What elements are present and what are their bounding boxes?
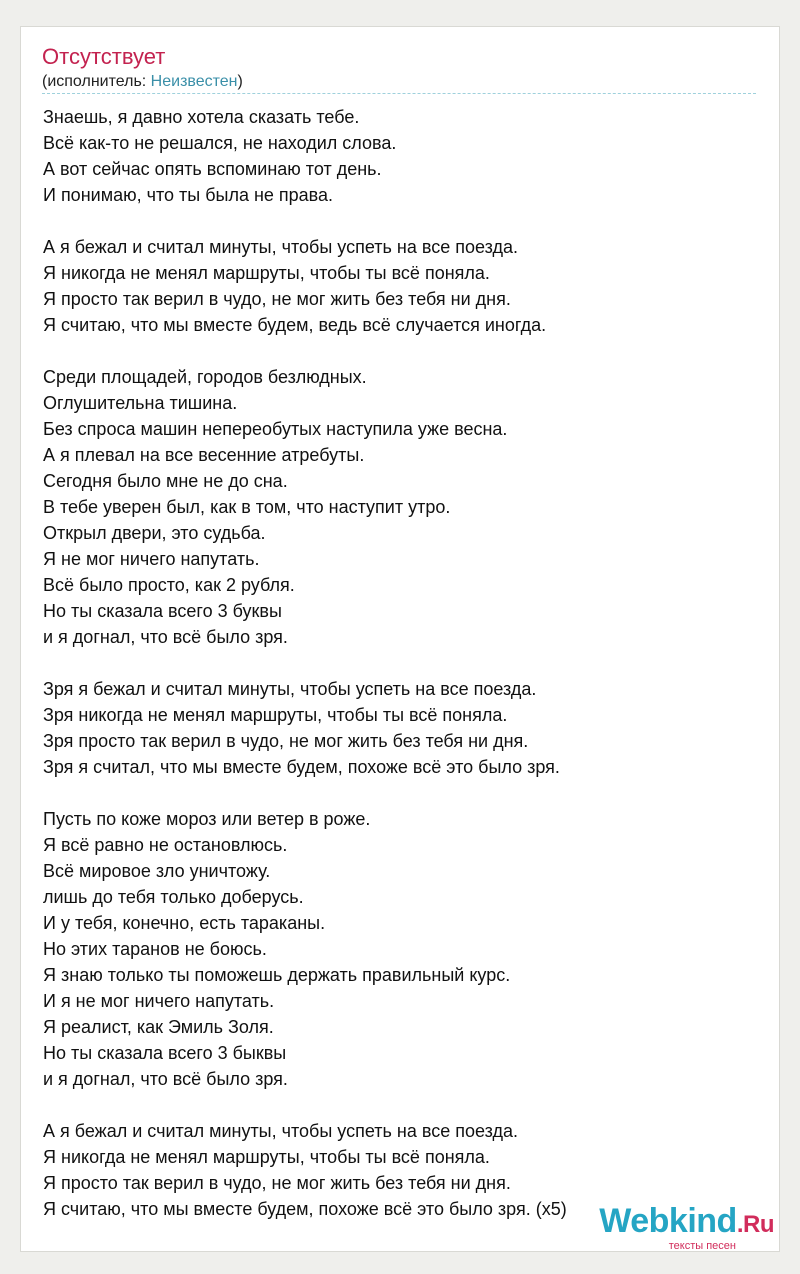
lyrics-line: И у тебя, конечно, есть тараканы. bbox=[43, 913, 326, 933]
title-divider bbox=[42, 93, 756, 94]
lyrics-stanza bbox=[43, 104, 743, 208]
lyrics-line: Но ты сказала всего 3 буквы bbox=[43, 601, 282, 621]
lyrics-line: Я просто так верил в чудо, не мог жить без тебя ни дня. bbox=[43, 289, 511, 309]
lyrics-line: А я плевал на все весенние атребуты. bbox=[43, 445, 365, 465]
artist-prefix: (исполнитель: bbox=[42, 73, 151, 90]
lyrics-line: И я не мог ничего напутать. bbox=[43, 991, 275, 1011]
logo-wordmark bbox=[599, 1204, 774, 1242]
lyrics-line: Я просто так верил в чудо, не мог жить без тебя ни дня. bbox=[43, 1173, 511, 1193]
lyrics-line: Зря я бежал и считал минуты, чтобы успеть на все поезда. bbox=[43, 679, 537, 699]
lyrics-line: Я никогда не менял маршруты, чтобы ты всё поняла. bbox=[43, 1147, 490, 1167]
artist-line bbox=[42, 72, 243, 92]
lyrics-line: Я не мог ничего напутать. bbox=[43, 549, 260, 569]
lyrics-line: Зря просто так верил в чудо, не мог жить без тебя ни дня. bbox=[43, 731, 529, 751]
lyrics-line: Я считаю, что мы вместе будем, ведь всё случается иногда. bbox=[43, 315, 547, 335]
lyrics-line: Я знаю только ты поможешь держать правильный курс. bbox=[43, 965, 511, 985]
lyrics-text bbox=[43, 104, 743, 1248]
lyrics-stanza bbox=[43, 364, 743, 650]
site-logo[interactable] bbox=[599, 1204, 774, 1252]
lyrics-line: Без спроса машин непереобутых наступила уже весна. bbox=[43, 419, 508, 439]
lyrics-line: Знаешь, я давно хотела сказать тебе. bbox=[43, 107, 360, 127]
lyrics-line: лишь до тебя только доберусь. bbox=[43, 887, 304, 907]
lyrics-line: Зря никогда не менял маршруты, чтобы ты всё поняла. bbox=[43, 705, 508, 725]
lyrics-line: Сегодня было мне не до сна. bbox=[43, 471, 288, 491]
song-title: Отсутствует bbox=[42, 44, 166, 69]
artist-link[interactable]: Неизвестен bbox=[150, 73, 238, 90]
lyrics-line: Всё мировое зло уничтожу. bbox=[43, 861, 271, 881]
lyrics-line: Пусть по коже мороз или ветер в роже. bbox=[43, 809, 371, 829]
lyrics-line: и я догнал, что всё было зря. bbox=[43, 627, 288, 647]
lyrics-line: Но ты сказала всего 3 быквы bbox=[43, 1043, 287, 1063]
lyrics-line: Я никогда не менял маршруты, чтобы ты всё поняла. bbox=[43, 263, 490, 283]
lyrics-line: и я догнал, что всё было зря. bbox=[43, 1069, 288, 1089]
lyrics-stanza bbox=[43, 676, 743, 780]
lyrics-line: Оглушительна тишина. bbox=[43, 393, 238, 413]
logo-tagline: тексты песен bbox=[668, 1240, 736, 1252]
lyrics-line: Зря я считал, что мы вместе будем, похоже всё это было зря. bbox=[43, 757, 560, 777]
lyrics-line: Всё было просто, как 2 рубля. bbox=[43, 575, 295, 595]
lyrics-line: Я реалист, как Эмиль Золя. bbox=[43, 1017, 274, 1037]
lyrics-line: А вот сейчас опять вспоминаю тот день. bbox=[43, 159, 382, 179]
lyrics-stanza bbox=[43, 806, 743, 1092]
lyrics-line: Открыл двери, это судьба. bbox=[43, 523, 266, 543]
lyrics-line: Я считаю, что мы вместе будем, похоже всё это было зря. (x5) bbox=[43, 1199, 567, 1219]
logo-main-text: Webkind bbox=[599, 1202, 737, 1240]
logo-suffix: .Ru bbox=[736, 1211, 774, 1238]
lyrics-line: Всё как-то не решался, не находил слова. bbox=[43, 133, 397, 153]
lyrics-stanza bbox=[43, 234, 743, 338]
lyrics-line: В тебе уверен был, как в том, что наступит утро. bbox=[43, 497, 451, 517]
lyrics-line: А я бежал и считал минуты, чтобы успеть на все поезда. bbox=[43, 237, 518, 257]
artist-suffix: ) bbox=[237, 73, 243, 90]
lyrics-line: Я всё равно не остановлюсь. bbox=[43, 835, 288, 855]
lyrics-line: А я бежал и считал минуты, чтобы успеть на все поезда. bbox=[43, 1121, 518, 1141]
lyrics-line: Но этих таранов не боюсь. bbox=[43, 939, 267, 959]
lyrics-line: Среди площадей, городов безлюдных. bbox=[43, 367, 367, 387]
lyrics-line: И понимаю, что ты была не права. bbox=[43, 185, 334, 205]
